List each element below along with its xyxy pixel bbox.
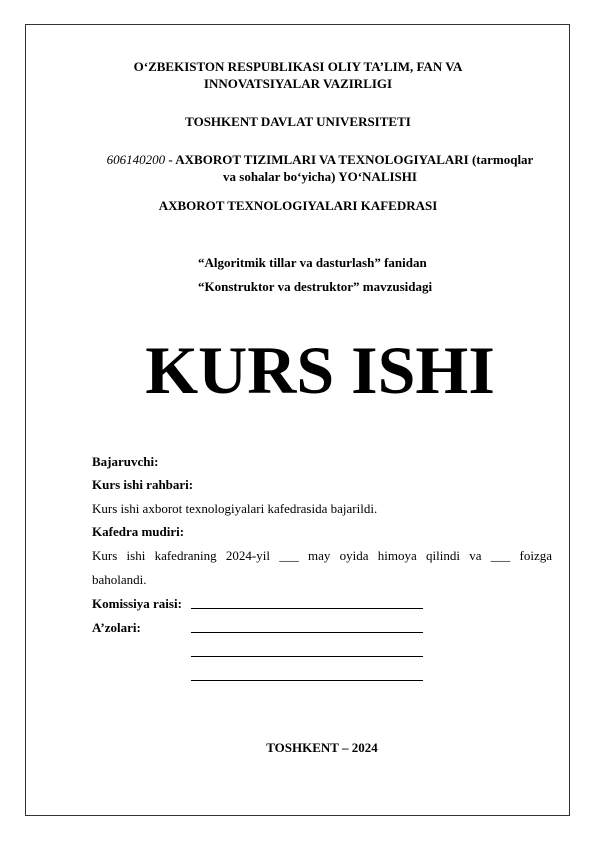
footer-city-year: TOSHKENT – 2024: [266, 740, 378, 755]
university-name: TOSHKENT DAVLAT UNIVERSITETI: [185, 114, 411, 129]
azo-signature-line-2: [191, 656, 423, 657]
program-line-2: va sohalar bo‘yicha) YO‘NALISHI: [223, 169, 417, 184]
rahbar-label: Kurs ishi rahbari:: [92, 477, 194, 492]
mudir-label: Kafedra mudiri:: [92, 524, 185, 539]
document-title: KURS ISHI: [145, 332, 495, 408]
azolari-label: A’zolari:: [92, 620, 141, 635]
ministry-line-2: INNOVATSIYALAR VAZIRLIGI: [203, 76, 393, 91]
program-heading: [80, 151, 560, 185]
komissiya-signature-line: [191, 608, 423, 609]
bajarildi-text: Kurs ishi axborot texnologiyalari kafedrasida bajarildi.: [92, 501, 378, 516]
azo-signature-line-3: [191, 680, 423, 681]
subject-line: “Algoritmik tillar va dasturlash” fanidan: [198, 255, 427, 270]
himoya-text-line-1: Kurs ishi kafedraning 2024-yil ___ may oyida himoya qilindi va ___ foizga: [92, 548, 552, 563]
ministry-line-1: O‘ZBEKISTON RESPUBLIKASI OLIY TA’LIM, FAN VA: [133, 59, 463, 74]
topic-line: “Konstruktor va destruktor” mavzusidagi: [198, 279, 433, 294]
program-code: 606140200: [106, 152, 166, 167]
page-border: [25, 24, 570, 816]
himoya-text-line-2: baholandi.: [92, 572, 147, 587]
azo-signature-line-1: [191, 632, 423, 633]
program-line-1: [80, 151, 560, 168]
bajaruvchi-label: Bajaruvchi:: [92, 454, 159, 469]
kafedra-name: AXBOROT TEXNOLOGIYALARI KAFEDRASI: [158, 198, 438, 213]
ministry-heading: [0, 58, 596, 92]
program-title-part: - AXBOROT TIZIMLARI VA TEXNOLOGIYALARI (tarmoqlar: [165, 152, 534, 167]
komissiya-label: Komissiya raisi:: [92, 596, 182, 611]
